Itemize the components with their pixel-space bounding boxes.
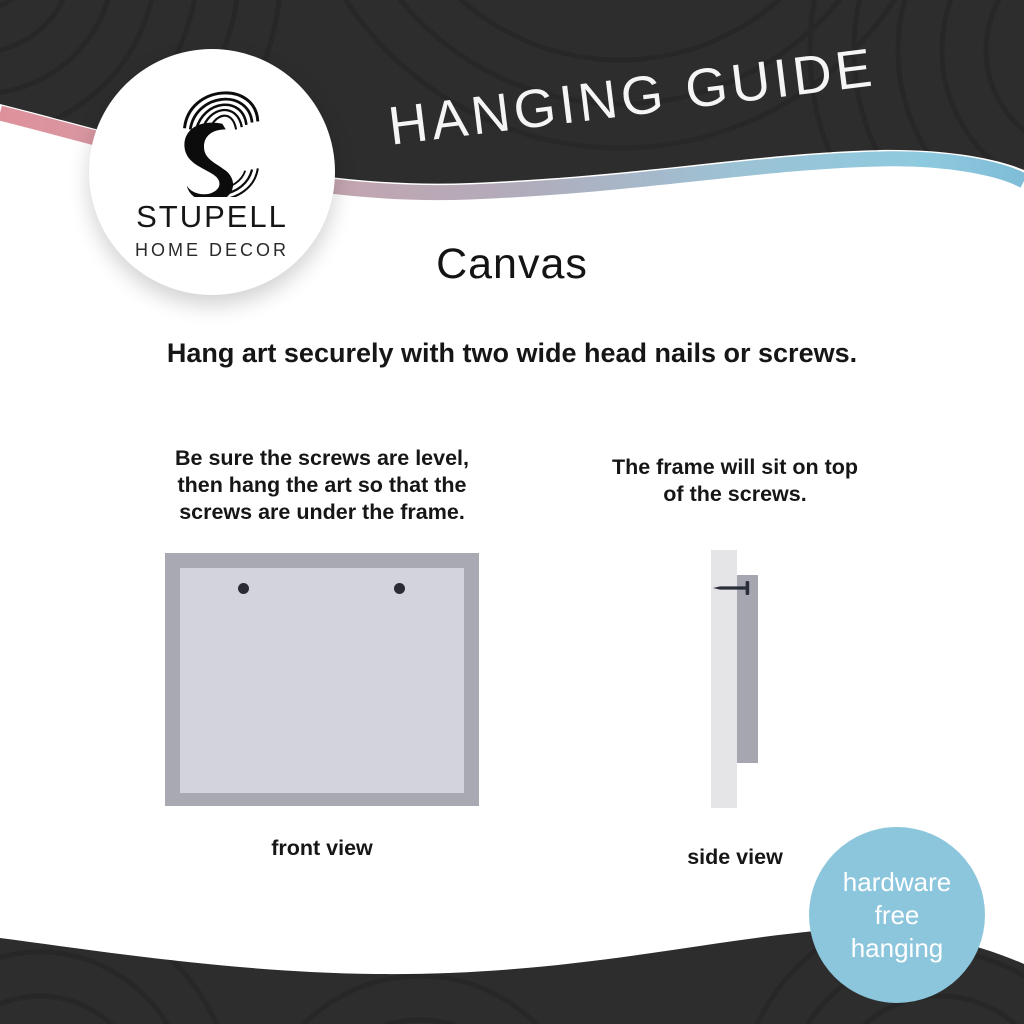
canvas-face [180,568,464,793]
frame-side-bar [737,575,758,763]
note-line: Be sure the screws are level, [174,446,469,470]
hardware-free-badge [809,827,985,1003]
stupell-s-swoosh-icon [148,71,276,197]
badge-line: hanging [850,932,944,963]
nail-icon [713,579,755,597]
front-view-note [150,445,494,526]
note-line: screws are under the frame. [179,500,465,524]
badge-line: hardware [842,866,952,897]
front-view-diagram [165,553,479,806]
screw-dot-icon [394,583,405,594]
side-view-diagram [711,550,771,808]
note-line: of the screws. [663,482,807,506]
note-line: then hang the art so that the [177,473,467,497]
brand-subtitle: HOME DECOR [134,240,289,260]
screw-dot-icon [238,583,249,594]
note-line: The frame will sit on top [611,455,859,479]
brand-name: STUPELL [136,199,288,234]
page-title: HANGING GUIDE [385,37,879,157]
side-view-note [585,454,885,508]
front-view-label: front view [271,836,373,860]
badge-line: free [874,899,920,930]
product-type-title: Canvas [436,240,588,288]
instruction-text: Hang art securely with two wide head nails or screws. [166,338,858,368]
side-view-label: side view [687,845,783,869]
